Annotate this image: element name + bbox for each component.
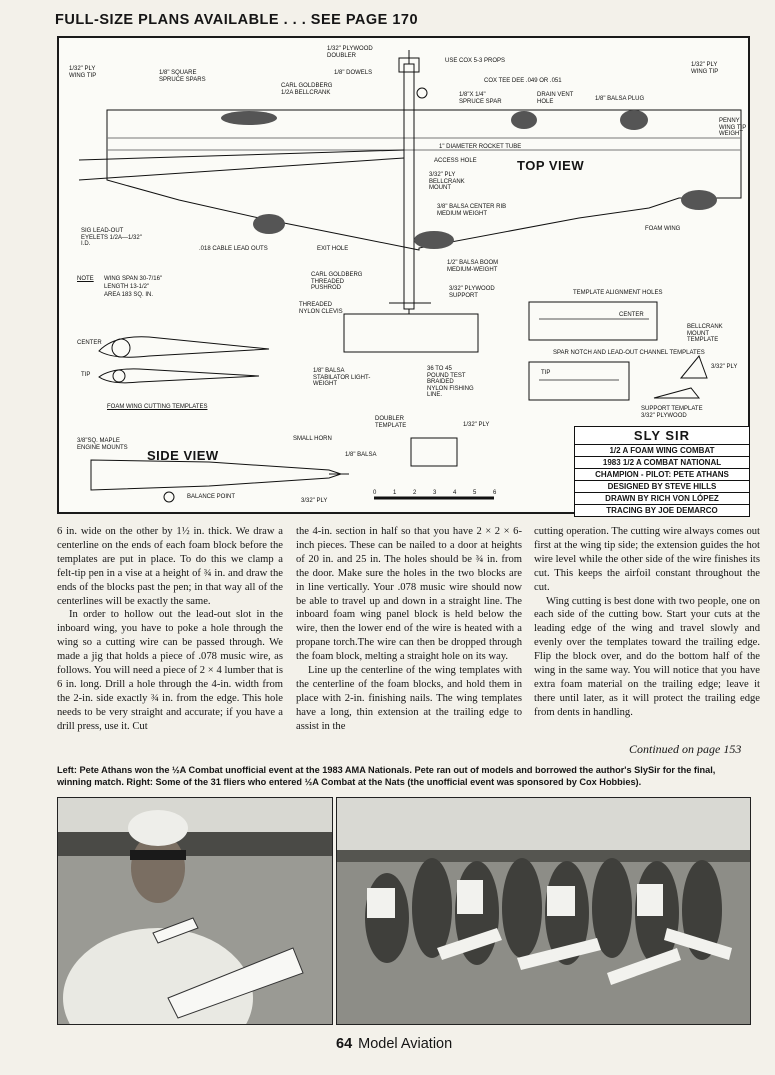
label-balance-point: BALANCE POINT bbox=[187, 494, 236, 500]
label-tip-template: TIP bbox=[541, 370, 551, 376]
label-foam-wing: FOAM WING bbox=[645, 226, 681, 232]
page-header: FULL-SIZE PLANS AVAILABLE . . . SEE PAGE 170 bbox=[55, 12, 419, 28]
label-cutting-templates: FOAM WING CUTTING TEMPLATES bbox=[107, 404, 208, 410]
paragraph: the 4-in. section in half so that you have 2 × 2 × 6-inch pieces. These can be nailed to a door at heights of 20 in. and 25 in. The holes should be ¾ in. from the door. Make sure the holes in the two blocks are in line vertically. Your .078 music wire should now be able to travel up and down in a straight line. The inboard foam wing panel block is held below the wire, then the lower end of the wire is heated with a propane torch.The wire can then be dropped through the foam block, melting a straight hole on its way. bbox=[296, 526, 522, 663]
label-maple-mounts: 3/8"SQ. MAPLE ENGINE MOUNTS bbox=[77, 438, 128, 451]
label-small-horn: SMALL HORN bbox=[293, 436, 332, 442]
note-span: WING SPAN 30-7/16" bbox=[104, 276, 163, 282]
scale-tick-4: 4 bbox=[453, 490, 457, 496]
page-number: 64 bbox=[336, 1036, 353, 1052]
label-ply-wing-tip-right: 1/32" PLY WING TIP bbox=[691, 62, 719, 75]
note-length: LENGTH 13-1/2" bbox=[104, 284, 150, 290]
scale-tick-1: 1 bbox=[393, 490, 397, 496]
scale-tick-6: 6 bbox=[493, 490, 497, 496]
top-view-title: TOP VIEW bbox=[517, 158, 585, 173]
title-block-line-3: CHAMPION - PILOT: PETE ATHANS bbox=[575, 468, 749, 480]
title-block-line-5: DRAWN BY RICH VON LÓPEZ bbox=[575, 492, 749, 504]
label-ply-3-32: 3/32" PLY bbox=[711, 364, 738, 370]
paragraph: 6 in. wide on the other by 1½ in. thick. We draw a centerline on the ends of each foam block before the templates are put in place. To do this we clamp a felt-tip pen in a vise at a height of ¾ in. and draw the ends of the blocks past the pen; in that way all of the centerlines will be exactly the same. bbox=[57, 526, 283, 607]
label-ply-doubler: 1/32" PLYWOOD DOUBLER bbox=[327, 46, 373, 59]
label-spar-notch: SPAR NOTCH AND LEAD-OUT CHANNEL TEMPLATES bbox=[553, 350, 705, 356]
label-doubler-template: DOUBLER TEMPLATE bbox=[375, 416, 407, 429]
paragraph: cutting operation. The cutting wire always comes out first at the wing tip side; the extension guides the hot wire level while the other side of the wire finishes its cut. This keeps the airfoil constant throughout the cut. bbox=[534, 526, 760, 593]
label-nylon-clevis: THREADED NYLON CLEVIS bbox=[299, 302, 343, 315]
label-ply-1-32: 1/32" PLY bbox=[463, 422, 490, 428]
label-bellcrank-template: BELLCRANK MOUNT TEMPLATE bbox=[687, 324, 723, 344]
title-block-name: SLY SIR bbox=[633, 428, 691, 443]
plan-drawing bbox=[57, 36, 750, 514]
scale-tick-3: 3 bbox=[433, 490, 437, 496]
photo-left-image bbox=[58, 798, 333, 1025]
bellcrank-template bbox=[681, 356, 707, 378]
title-block bbox=[574, 426, 750, 517]
label-balsa-1-8: 1/8" BALSA bbox=[345, 452, 377, 458]
label-rocket-tube: 1" DIAMETER ROCKET TUBE bbox=[439, 144, 522, 150]
label-center-rib: 3/8" BALSA CENTER RIB MEDIUM WEIGHT bbox=[437, 204, 507, 217]
label-fishing-line: 36 TO 45 POUND TEST BRAIDED NYLON FISHING LINE. bbox=[427, 366, 474, 399]
label-cox-engine: COX TEE DEE .049 OR .051 bbox=[484, 78, 562, 84]
label-penny-weight: PENNY WING TIP WEIGHT bbox=[719, 118, 747, 138]
label-use-cox: USE COX 5-3 PROPS bbox=[445, 58, 506, 64]
label-balsa-boom: 1/2" BALSA BOOM MEDIUM-WEIGHT bbox=[447, 260, 499, 273]
scale-tick-2: 2 bbox=[413, 490, 417, 496]
label-pushrod: CARL GOLDBERG THREADED PUSHROD bbox=[311, 272, 363, 292]
label-square-spars: 1/8" SQUARE SPRUCE SPARS bbox=[159, 70, 206, 83]
label-dowels: 1/8" DOWELS bbox=[334, 70, 373, 76]
side-view-title: SIDE VIEW bbox=[147, 448, 219, 463]
title-block-line-1: 1/2 A FOAM WING COMBAT bbox=[575, 444, 749, 456]
photo-caption: Left: Pete Athans won the ½A Combat unofficial event at the 1983 AMA Nationals. Pete ran out of models and borrowed the author's SlySir for the final, winning match. Right: Some of the 31 fliers who entered ½A Combat at the Nats (the unofficial event was sponsored by Cox Hobbies). bbox=[57, 765, 716, 787]
stabilator bbox=[344, 314, 478, 352]
scale-tick-0: 0 bbox=[373, 490, 377, 496]
label-cable-leadouts: .018 CABLE LEAD OUTS bbox=[199, 246, 268, 252]
label-tip-airfoil: TIP bbox=[81, 372, 91, 378]
spar-template-top bbox=[529, 302, 657, 340]
tip-template bbox=[529, 362, 629, 400]
label-ply-wing-tip-left: 1/32" PLY WING TIP bbox=[69, 66, 97, 79]
label-support-template: SUPPORT TEMPLATE 3/32" PLYWOOD bbox=[641, 406, 703, 419]
label-bellcrank: CARL GOLDBERG 1/2A BELLCRANK bbox=[281, 83, 333, 96]
scale-tick-5: 5 bbox=[473, 490, 477, 496]
paragraph: Line up the centerline of the wing templates with the centerline of the foam blocks, and hold them in place with 2-in. finishing nails. The wing templates have a long, thin extension at the trailing edge to assist in the bbox=[296, 665, 522, 732]
photo-combat-fliers bbox=[336, 797, 751, 1025]
label-access-hole: ACCESS HOLE bbox=[434, 158, 477, 164]
title-block-line-2: 1983 1/2 A COMBAT NATIONAL bbox=[575, 456, 749, 468]
article-column-3 bbox=[534, 525, 760, 720]
note-title: NOTE bbox=[77, 276, 94, 282]
photo-pete-athans bbox=[57, 797, 333, 1025]
fuselage-boom bbox=[404, 64, 414, 309]
label-eyelets: SIG LEAD-OUT EYELETS 1/2A—1/32" I.D. bbox=[81, 228, 142, 248]
label-center-template: CENTER bbox=[619, 312, 644, 318]
label-spruce-spar: 1/8"X 1/4" SPRUCE SPAR bbox=[459, 92, 502, 105]
label-exit-hole: EXIT HOLE bbox=[317, 246, 349, 252]
label-side-ply: 3/32" PLY bbox=[301, 498, 328, 504]
photo-right-image bbox=[337, 798, 751, 1025]
support-template bbox=[654, 388, 699, 398]
label-balsa-plug: 1/8" BALSA PLUG bbox=[595, 96, 645, 102]
title-block-line-4: DESIGNED BY STEVE HILLS bbox=[575, 480, 749, 492]
article-column-1 bbox=[57, 525, 283, 734]
paragraph: In order to hollow out the lead-out slot in the inboard wing, you have to poke a hole through the wing so a cutting wire can be passed through. We made a jig that holds a piece of .078 music wire, as follows. You will need a piece of 2 × 4 lumber that is 6 in. long. Drill a hole through the 4-in. width from the 2-in. side exactly ¾ in. from the edge. This hole needs to be very straight and accurate; if you have a drill press, use it. Cut bbox=[57, 609, 283, 732]
side-view-fuselage bbox=[91, 460, 341, 490]
note-area: AREA 183 SQ. IN. bbox=[104, 292, 154, 298]
continued-note: Continued on page 153 bbox=[629, 742, 742, 756]
label-center-airfoil: CENTER bbox=[77, 340, 102, 346]
magazine-name: Model Aviation bbox=[358, 1036, 453, 1052]
page-footer bbox=[336, 1036, 452, 1052]
label-ply-support: 3/32" PLYWOOD SUPPORT bbox=[449, 286, 495, 299]
label-stabilator: 1/8" BALSA STABILATOR LIGHT-WEIGHT bbox=[313, 368, 371, 388]
article-column-2 bbox=[296, 525, 522, 734]
doubler-template bbox=[411, 438, 457, 466]
title-block-line-6: TRACING BY JOE DEMARCO bbox=[575, 504, 749, 516]
label-drain-vent: DRAIN VENT HOLE bbox=[537, 92, 574, 105]
label-bellcrank-mount: 3/32" PLY BELLCRANK MOUNT bbox=[429, 172, 465, 192]
paragraph: Wing cutting is best done with two people, one on each side of the cutting bow. Start your cuts at the leading edge of the wing and travel slowly and evenly over the templates toward the trailing edge. Flip the block over, and do the bottom half of the wing in the same way. You will notice that you have extra foam material on the trailing edge; leave it there until later, as it will protect the trailing edge from dents in handling. bbox=[534, 595, 760, 718]
label-template-holes: TEMPLATE ALIGNMENT HOLES bbox=[573, 290, 663, 296]
